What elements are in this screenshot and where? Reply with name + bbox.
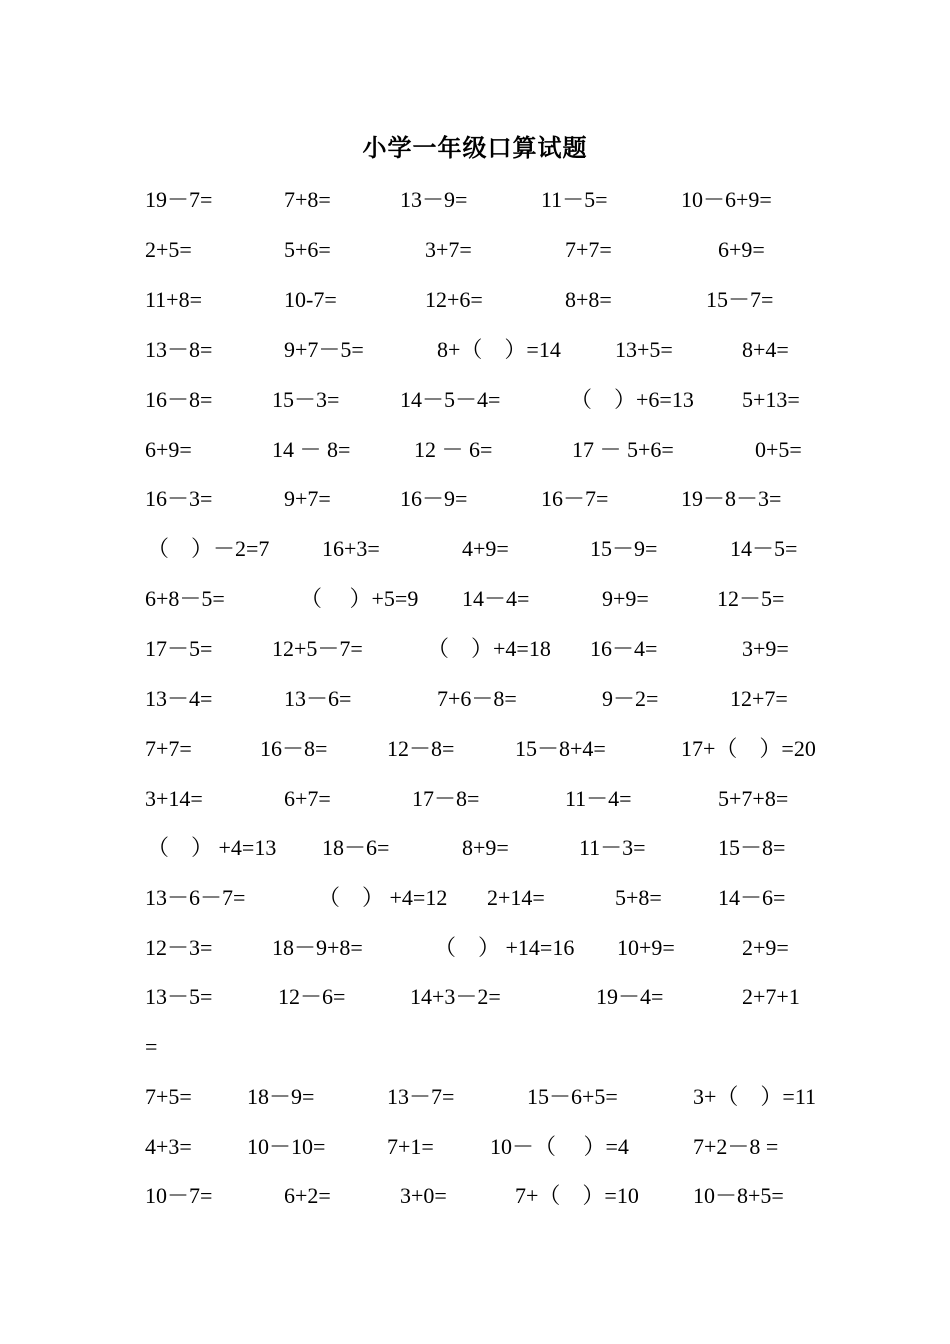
math-problem: 15－7= <box>706 287 774 312</box>
math-problem: 3+0= <box>400 1183 447 1208</box>
math-problem: 9+7－5= <box>284 337 364 362</box>
math-problem: 2+9= <box>742 935 789 960</box>
math-problem: 18－9+8= <box>272 935 363 960</box>
math-problem: 14+3－2= <box>410 984 501 1009</box>
problem-row <box>0 385 950 415</box>
problem-row <box>0 335 950 365</box>
math-problem: 6+2= <box>284 1183 331 1208</box>
math-problem: 4+9= <box>462 536 509 561</box>
problem-row <box>0 634 950 664</box>
math-problem: 11+8= <box>145 287 202 312</box>
math-problem: 12－8= <box>387 736 455 761</box>
math-problem: 19－7= <box>145 187 213 212</box>
math-problem: 8+（ ）=14 <box>437 337 561 362</box>
math-problem: 5+7+8= <box>718 786 789 811</box>
math-problem: 10+9= <box>617 935 675 960</box>
math-problem: 13－4= <box>145 686 213 711</box>
math-problem: 10－8+5= <box>693 1183 784 1208</box>
math-problem: 14－4= <box>462 586 530 611</box>
math-problem: 2+5= <box>145 237 192 262</box>
math-problem: （ ）+4=18 <box>427 636 551 661</box>
problem-row <box>0 784 950 814</box>
math-problem: 16－8= <box>145 387 213 412</box>
math-problem: 7+8= <box>284 187 331 212</box>
math-problem: 10－7= <box>145 1183 213 1208</box>
problem-row <box>0 933 950 963</box>
math-problem: 7+（ ）=10 <box>515 1183 639 1208</box>
problem-row <box>0 584 950 614</box>
math-problem: 5+8= <box>615 885 662 910</box>
math-problem: 13+5= <box>615 337 673 362</box>
math-problem: 12+5－7= <box>272 636 363 661</box>
problem-row <box>0 1181 950 1211</box>
math-problem: （ ） +4=13 <box>147 835 277 860</box>
math-problem: 9+9= <box>602 586 649 611</box>
math-problem: 3+（ ）=11 <box>693 1084 816 1109</box>
math-problem: （ ）+5=9 <box>300 586 419 611</box>
math-problem: 4+3= <box>145 1134 192 1159</box>
math-problem: 8+8= <box>565 287 612 312</box>
math-problem: 10－（ ）=4 <box>490 1134 629 1159</box>
math-problem: 16－8= <box>260 736 328 761</box>
math-problem: 15－6+5= <box>527 1084 618 1109</box>
math-problem: 13－7= <box>387 1084 455 1109</box>
math-problem: 17+（ ）=20 <box>681 736 816 761</box>
math-problem: 17 － 5+6= <box>572 437 674 462</box>
math-problem: 11－3= <box>579 835 646 860</box>
math-problem: 3+7= <box>425 237 472 262</box>
math-problem: （ ） +14=16 <box>434 935 575 960</box>
math-problem: 7+1= <box>387 1134 434 1159</box>
math-problem: 5+6= <box>284 237 331 262</box>
math-problem: 6+7= <box>284 786 331 811</box>
math-problem: 10－10= <box>247 1134 326 1159</box>
problem-row <box>0 1082 950 1112</box>
math-problem: = <box>145 1034 158 1059</box>
math-problem: 12+7= <box>730 686 788 711</box>
problem-row <box>0 484 950 514</box>
math-problem: 18－9= <box>247 1084 315 1109</box>
math-problem: 14 － 8= <box>272 437 351 462</box>
math-problem: 6+9= <box>145 437 192 462</box>
math-problem: 12－3= <box>145 935 213 960</box>
math-problem: 8+9= <box>462 835 509 860</box>
problem-row <box>0 435 950 465</box>
math-problem: 0+5= <box>755 437 802 462</box>
math-problem: （ ）－2=7 <box>147 536 270 561</box>
problem-row <box>0 285 950 315</box>
math-problem: 11－5= <box>541 187 608 212</box>
math-problem: 18－6= <box>322 835 390 860</box>
math-problem: 2+7+1 <box>742 984 800 1009</box>
math-problem: 13－6= <box>284 686 352 711</box>
math-problem: 11－4= <box>565 786 632 811</box>
math-problem: 7+7= <box>145 736 192 761</box>
problem-row <box>0 684 950 714</box>
problem-row <box>0 734 950 764</box>
math-problem: 14－5－4= <box>400 387 501 412</box>
math-problem: （ ） +4=12 <box>318 885 448 910</box>
math-problem: 2+14= <box>487 885 545 910</box>
math-problem: 3+14= <box>145 786 203 811</box>
problem-row <box>0 534 950 564</box>
math-problem: 10－6+9= <box>681 187 772 212</box>
problem-row <box>0 1132 950 1162</box>
math-problem: 12 － 6= <box>414 437 493 462</box>
math-problem: 13－9= <box>400 187 468 212</box>
math-problem: 7+7= <box>565 237 612 262</box>
math-problem: 16+3= <box>322 536 380 561</box>
math-problem: 6+8－5= <box>145 586 225 611</box>
math-problem: 15－3= <box>272 387 340 412</box>
math-problem: 16－9= <box>400 486 468 511</box>
math-problem: 8+4= <box>742 337 789 362</box>
math-problem: 16－4= <box>590 636 658 661</box>
math-problem: 13－6－7= <box>145 885 246 910</box>
math-problem: 19－4= <box>596 984 664 1009</box>
math-problem: 15－8= <box>718 835 786 860</box>
problem-row <box>0 883 950 913</box>
math-problem: 19－8－3= <box>681 486 782 511</box>
math-problem: 3+9= <box>742 636 789 661</box>
math-problem: 5+13= <box>742 387 800 412</box>
math-problem: 14－6= <box>718 885 786 910</box>
problem-row <box>0 235 950 265</box>
math-problem: 16－3= <box>145 486 213 511</box>
math-problem: 14－5= <box>730 536 798 561</box>
math-problem: 9+7= <box>284 486 331 511</box>
math-problem: 15－8+4= <box>515 736 606 761</box>
math-problem: 6+9= <box>718 237 765 262</box>
math-problem: 12+6= <box>425 287 483 312</box>
page-title: 小学一年级口算试题 <box>362 134 588 162</box>
problem-row <box>0 982 950 1012</box>
math-problem: 17－8= <box>412 786 480 811</box>
math-problem: 16－7= <box>541 486 609 511</box>
math-problem: 13－5= <box>145 984 213 1009</box>
math-problem: 7+6－8= <box>437 686 517 711</box>
math-problem: 12－6= <box>278 984 346 1009</box>
problem-row <box>0 833 950 863</box>
math-problem: （ ）+6=13 <box>570 387 694 412</box>
math-problem: 10-7= <box>284 287 337 312</box>
math-problem: 7+2－8 = <box>693 1134 779 1159</box>
math-problem: 15－9= <box>590 536 658 561</box>
math-problem: 7+5= <box>145 1084 192 1109</box>
math-problem: 13－8= <box>145 337 213 362</box>
math-problem: 9－2= <box>602 686 659 711</box>
problem-row <box>0 185 950 215</box>
math-problem: 17－5= <box>145 636 213 661</box>
math-problem: 12－5= <box>717 586 785 611</box>
problem-row <box>0 1032 950 1062</box>
